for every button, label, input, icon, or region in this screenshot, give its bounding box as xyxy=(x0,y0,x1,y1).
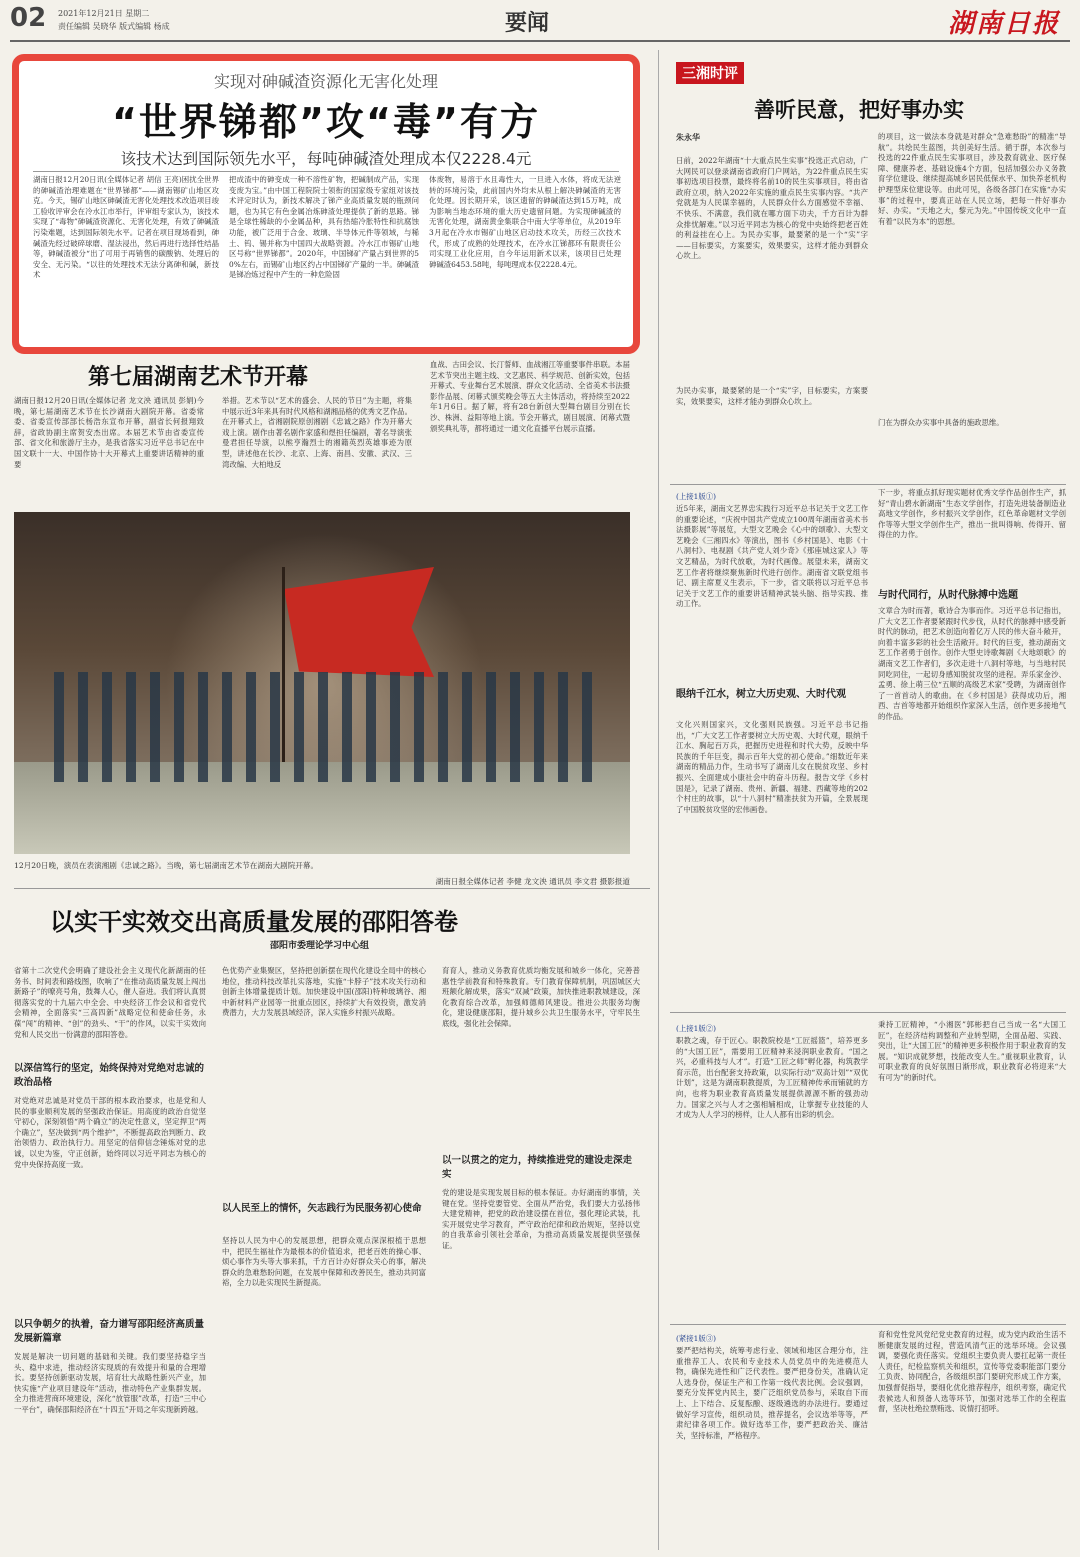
jump1-subhead-1: 眼纳千江水，树立大历史观、大时代观 xyxy=(676,689,846,700)
photo-caption: 12月20日晚，演员在表演湘剧《忠诚之路》。当晚，第七届湖南艺术节在湖南大剧院开幕。 xyxy=(14,861,319,870)
jump1-column-2b: 文章合为时而著，歌诗合为事而作。习近平总书记指出，广大文艺工作者要紧跟时代步伐，从时代的脉搏中感受新时代的脉动，把艺术创造向着亿万人民的伟大奋斗敞开，向着丰富多彩的社会生活敞开。时代的巨变，推动湖南文艺工作者勇于创作。创作大型史诗歌舞剧《大地颂歌》的湖南文艺工作者们，多次走进十八洞村等地，与当地村民同吃同住，一起切身感知脱贫攻坚的进程。弄乐家金沙、孟勇、徐上萌三位“五顺的高级艺术家”受聘，为湖南创作了一首首动人的歌曲。在《乡村国是》获得成功后，湘西、吉首等地都开始组织作家深入生活，创作更多接地气的作品。 xyxy=(878,606,1066,721)
jump2-column-2: 秉持工匠精神，“小湘医”郭彬把自己当成一名“大国工匠”，在经济结构调整和产业转型期，全面品超、实践、突出，让“大国工匠”的精神更多积极作用于职业教育的发展。“知识成就梦想，技能改变人生。”重视职业教育，认可职业教育的良好氛围日渐形成，职业教育必将迎来“大有可为”的新时代。 xyxy=(878,1020,1066,1082)
column-divider xyxy=(658,50,659,1550)
issue-date: 2021年12月21日 星期二 xyxy=(58,9,150,18)
shaoyang-headline: 以实干实效交出高质量发展的邵阳答卷 xyxy=(50,908,458,936)
jump-tag-2: (上接1版②) xyxy=(676,1024,717,1033)
shaoyang-column-1: 省第十二次党代会明确了建设社会主义现代化新湖南的任务书、时间表和路线图，吹响了“在推动高质量发展上闯出新路子”的嘹亮号角，鼓舞人心，催人奋进。我们将认真贯彻落实党的十九届六中全会、中央经济工作会议和省党代会精神，全面落实“三高四新”战略定位和使命任务，永葆“闯”的精神、“创”的劲头、“干”的作风，以实干实效向党和人民交出一份满意的邵阳答卷。 xyxy=(14,966,206,1039)
jump-tag-3: (紧接1版③) xyxy=(676,1334,717,1343)
masthead xyxy=(0,0,1080,44)
shaoyang-story xyxy=(10,890,650,1552)
jump1-subhead-2: 与时代同行，从时代脉搏中选题 xyxy=(878,590,1018,601)
shaoyang-subhead-1: 以深信笃行的坚定，始终保持对党绝对忠诚的政治品格 xyxy=(14,1063,205,1088)
jump-story-1 xyxy=(670,488,1066,1008)
shaoyang-subhead-4: 以一以贯之的定力，持续推进党的建设走深走实 xyxy=(442,1155,633,1180)
commentary-author: 朱永华 xyxy=(676,133,700,142)
photo-credit: 湖南日报全媒体记者 李健 龙文泱 通讯员 李文君 摄影报道 xyxy=(435,877,630,886)
arts-column-3: 血战、古田会议、长汀誓师、血战湘江等重要事件串联。本届艺术节突出主题主线、文艺惠民、科学规范、创新实效，包括开幕式、专业舞台艺术展演、群众文化活动、全省美术书法摄影作品展、闭幕式颁奖晚会等五大主体活动，将持续至2022年1月6日。据了解，将有28台新创大型舞台剧目分别在长沙、株洲、益阳等地上演。节会开幕式，剧目展演、闭幕式暨颁奖典礼等，都将通过一通文化直播平台展示直播。 xyxy=(430,360,630,433)
divider-4 xyxy=(14,888,650,889)
jump-tag-1: (上接1版①) xyxy=(676,492,717,501)
shaoyang-column-3b: 党的建设是实现发展目标的根本保证。办好湖南的事情，关键在党。坚持党要管党、全面从严治党，我们要大力弘扬伟大建党精神，把党的政治建设摆在首位，强化理论武装，扎实开展党史学习教育，严守政治纪律和政治规矩，坚持以党的自我革命引领社会革命，为推动高质量发展提供坚强保证。 xyxy=(442,1188,640,1250)
commentary-column-1: 日前，2022年湖南“十大重点民生实事”投选正式启动，广大网民可以登录湖南省政府门户网站，为22件重点民生实事初选项目投票，最终将名前10的民生实事项目，将由省政府立项，纳入2022年实施的重点民生实事内容。“共产党就是为人民谋幸福的，人民群众什么方面感觉不幸福、不快乐、不满意，我们就在哪方面下功夫，千方百计为群众排忧解难。”以习近平同志为核心的党中央始终把老百姓的利益挂在心上。为民办实事，最要紧的是一个“实”字——目标要实，方案要实，效果要实，这样才能办到群众心坎上。 xyxy=(676,156,868,261)
arts-column-2: 举措。艺术节以“艺术的盛会、人民的节日”为主题，将集中展示近3年来具有时代风格和湖湘品格的优秀文艺作品。在开幕式上，省湘剧院原创湘剧《忠诚之路》作为开幕大戏上演。剧作由著名剧作家盛和煜担任编剧，著名导演张曼君担任导演，以熊亨瀚烈士的湘籍英烈英雄事迹为原型，讲述他在长沙、北京、上海、南昌、安徽、武汉、三湾改编、大柏地反 xyxy=(222,396,412,469)
jump2-column-1: 职教之魂，存于匠心。职教院校是“工匠摇篮”，培养更多的“大国工匠”，需要用工匠精神来浸润职业教育。“国之兴，必重科技与人才”。打造“工匠之师”孵化器，构筑教学育示范，出台配套支持政策，以实际行动“双高计划”“双优计划”，这是为湖南职教提质，为工匠精神传承而铺就的方向，也将为职业教育高质量发展提供源源不断的强劲动力。国家之兴与人才之强相辅相成，让掌握专业技能的人才成为人人学习的榜样，让人人都有出彩的机会。 xyxy=(676,1036,868,1120)
shaoyang-column-2: 色优势产业集聚区，坚持把创新摆在现代化建设全局中的核心地位，推动科技改革扎实落地，实施“卡脖子”技术攻关行动和创新主体增量提质计划。加快建设中国(邵阳)特种玻璃谷、湘中新材料产业园等一批重点园区，持续扩大有效投资，激发消费潜力，大力发展县域经济，深入实施乡村振兴战略。 xyxy=(222,966,426,1018)
shaoyang-column-2b: 坚持以人民为中心的发展思想，把群众观点深深根植于思想中，把民生福祉作为最根本的价值追求，把老百姓的操心事、烦心事作为头等大事来抓，千方百计办好群众关心的事，解决群众的急难愁盼问题，在发展中保障和改善民生，推动共同富裕，全力以赴实现民生新提高。 xyxy=(222,1236,426,1288)
shaoyang-column-1c: 发展是解决一切问题的基础和关键。我们要坚持稳字当头、稳中求进，推动经济实现质的有效提升和量的合理增长。要坚持创新驱动发展，培育壮大战略性新兴产业，加快实施“产业项目建设年”活动，推动特色产业集群发展。全力推进营商环境建设，深化“放管服”改革，打造“三中心一平台”，确保邵阳经济在“十四五”开局之年实现新跨越。 xyxy=(14,1352,206,1414)
divider-3 xyxy=(670,1324,1066,1325)
shaoyang-subhead-3: 以人民至上的情怀，矢志践行为民服务初心使命 xyxy=(222,1203,422,1214)
commentary xyxy=(670,54,1066,484)
lead-story xyxy=(12,54,640,354)
jump1-column-1b: 文化兴则国家兴，文化强则民族强。习近平总书记指出，“广大文艺工作者要树立大历史观、大时代观，眼纳千江水、胸起百万兵，把握历史进程和时代大势，反映中华民族的千年巨变，揭示百年大党的初心使命。”细数近年来湖南的精品力作，生动书写了湖南儿女在脱贫攻坚、乡村振兴、全面建成小康社会中的奋斗历程。报告文学《乡村国是》，记录了湖南、贵州、新疆、福建、西藏等地的202个村庄的故事，以“十八洞村”精准扶贫为开篇，全景展现了中国脱贫攻坚的宏伟画卷。 xyxy=(676,720,868,814)
performers xyxy=(54,672,594,782)
lead-kicker: 实现对砷碱渣资源化无害化处理 xyxy=(213,72,438,91)
newspaper-logo: 湖南日报 xyxy=(948,9,1061,39)
shaoyang-column-3: 育育人，推动义务教育优质均衡发展和城乡一体化，完善普惠性学前教育和特殊教育。专门教育保障机制，巩固城区大班额化解成果，落实“双减”政策，加快推进职教城建设，深化教育综合改革，加强师德师风建设。推进公共服务均衡化，建设健康邵阳，提升城乡公共卫生服务水平，守牢民生底线，强化社会保障。 xyxy=(442,966,640,1028)
lead-column-2: 把成渣中的砷变成一种不溶性矿物，把碱制成产品，实现变废为宝。”由中国工程院院士领衔的国家级专家组对该技术评定时认为，新技术解决了锑产业高质量发展的瓶颈问题，也为其它有色金属冶炼砷渣处理提供了新的思路。锑是全球性稀缺的小金属品种，具有热缩冷胀特性和抗腐蚀功能，被广泛用于合金、玻璃、半导体元件等领域，与稀土、钨、锡并称为中国四大战略资源。冷水江市锡矿山地区号称“世界锑都”。2020年，中国锑矿产量占到世界的50%左右，而锡矿山地区约占中国锑矿产量的一半。砷碱渣是锑冶炼过程中产生的一种危险固 xyxy=(229,175,419,280)
jump1-column-2: 下一步，将重点抓好现实题材优秀文学作品创作生产，抓好“青山碧水新湖南”生态文学创作，打造先进装备制造业高地文学创作，乡村振兴文学创作，红色革命题材文学创作等等大型文学创作生产，推出一批叫得响、传得开、留得住的力作。 xyxy=(878,488,1066,540)
section-name: 要闻 xyxy=(505,11,550,36)
commentary-column-1-end: 为民办实事，最要紧的是一个“实”字，目标要实，方案要实，效果要实，这样才能办到群众心坎上。 xyxy=(676,386,868,406)
commentary-tag: 三湘时评 xyxy=(676,62,744,84)
shaoyang-byline: 邵阳市委理论学习中心组 xyxy=(270,941,370,951)
commentary-headline: 善听民意，把好事办实 xyxy=(754,98,964,122)
lead-column-1: 湖南日报12月20日讯(全媒体记者 胡信 王亮)困扰全世界的砷碱渣治理难题在“世界锑都”——湖南锡矿山地区攻克。今天，锡矿山地区砷碱渣无害化处理技术改造项目竣工验收评审会在冷水江市举行，评审组专家认为，该技术实现了“毒物”砷碱渣资源化、无害化处理，有效了砷碱渣污染难题，达到国际领先水平。记者在项目现场看到，砷碱渣先经过破碎球磨、湿法浸出，然后再进行选择性结晶等，砷碱渣被分“出了可用于再销售的碳酸钠、处理后的安全、无污染。“以往的处理技术无法分离砷和碱，新技术 xyxy=(33,175,219,280)
arts-column-1: 湖南日报12月20日讯(全媒体记者 龙文泱 通讯员 彭娟)今晚，第七届湖南艺术节在长沙湖南大剧院开幕。省委常委、省委宣传部部长杨浩东宣布开幕，副省长何报翔致辞，省政协副主席贺安杰出席。本届艺术节由省委宣传部、省文化和旅游厅主办，是我省落实习近平总书记在中国文联十一大、中国作协十大开幕式上重要讲话精神的重要 xyxy=(14,396,204,469)
divider-2 xyxy=(670,1012,1066,1013)
shaoyang-subhead-2: 以只争朝夕的执着，奋力谱写邵阳经济高质量发展新篇章 xyxy=(14,1319,205,1344)
lead-subhead: 该技术达到国际领先水平，每吨砷碱渣处理成本仅2228.4元 xyxy=(120,150,532,168)
stage-photo xyxy=(14,512,630,854)
shaoyang-column-1b: 对党绝对忠诚是对党员干部的根本政治要求，也是党和人民的事业顺利发展的坚强政治保证。用高度的政治自觉坚守初心，深刻领悟“两个确立”的决定性意义，坚定捍卫“两个确立”，坚决做到“两个维护”，不断提高政治判断力、政治领悟力、政治执行力。用坚定的信仰信念锤炼对党的忠诚，以史为鉴，守正创新，始终同以习近平同志为核心的党中央保持高度一致。 xyxy=(14,1096,206,1169)
page-number: 02 xyxy=(10,3,47,33)
lead-headline: “世界锑都”攻“毒”有方 xyxy=(112,100,540,144)
lead-column-3: 体废物，易溶于水且毒性大，一旦进入水体，将成无法逆转的环境污染，此前国内外均未从根上解决砷碱渣的无害化处理。因长期开采，该区遗留的砷碱渣达到15万吨，成为影响当地态环境的重大历史遗留问题。为实现砷碱渣的无害化处理，湖南黄金集联合中南大学等单位，从2019年3月起在冷水市锡矿山地区启动技术攻关，历经三次技术代，形成了成熟的处理技术，在冷水江锑都环有限责任公司实现工业化应用，自今年运用新术以来，该项目已处理砷碱渣6453.58吨，每吨理成本仅2228.4元。 xyxy=(429,175,621,269)
jump3-column-2: 育和党性党风党纪党史教育的过程，成为党内政治生活不断健康发展的过程，营造风清气正的选举环境。会议强调，要强化责任落实。党组织主要负责人要扛起第一责任人责任，纪检监察机关和组织，宣传等党委职能部门要分工负责、协同配合，各级组织部门要研究形成工作方案，加强督促指导，要细化优化推荐程序，组织考察，确定代表候选人和预备人选等环节，加强对选举工作的全程监督，坚决杜绝拉票贿选、说情打招呼。 xyxy=(878,1330,1066,1414)
editors: 责任编辑 吴晓华 版式编辑 杨成 xyxy=(58,22,170,31)
commentary-column-2-end: 门在为群众办实事中具备的施政思维。 xyxy=(878,418,1004,427)
divider-1 xyxy=(670,484,1066,485)
arts-headline: 第七届湖南艺术节开幕 xyxy=(88,365,309,390)
jump1-column-1: 近5年来，湖南文艺界忠实践行习近平总书记关于文艺工作的重要论述，“庆祝中国共产党成立100周年湖南省美术书法摄影展”等展览，大型文艺晚会《心中的颂歌》、大型文艺晚会《三湘四水》等演出，图书《乡村国是》、电影《十八洞村》、电视剧《共产党人刘少奇》《那座城这家人》等文艺精品，为时代放歌，为时代画像。展望未来，湖南文艺工作者将继续聚焦新时代进行创作。湖南省文联党组书记、副主席夏义生表示，下一步，省文联将以习近平总书记关于文艺工作的重要讲话精神武装头脑、指导实践、推动工作。 xyxy=(676,504,868,609)
jump3-column-1: 要严把结构关，统筹考虑行业、领域和地区合理分布，注重推荐工人、农民和专业技术人员党员中的先进模范人物，确保先进性和广泛代表性。要严把身份关，准确认定人选身份，保证生产和工作第一线代表比例。会议强调，要充分发挥党内民主，要广泛组织党员参与，采取自下而上、上下结合、反复酝酿、逐级遴选的办法进行。要通过做好学习宣传，组织动员，推荐提名，会议选举等等，严肃纪律各项工作。做好选举工作，要严把政治关、廉洁关，坚持标准，严格程序。 xyxy=(676,1346,868,1440)
commentary-column-2: 的项目，这一做法本身就是对群众“急难愁盼”的精准“导航”。共绘民生蓝图，共创美好生活。循于群，本次参与投选的22件重点民生实事项目，涉及教育就业、医疗保障、健康养老、基础设施4个方面，包括加强公办义务教育学位建设、继续提高城乡居民低保水平、加快养老机构护理型床位建设等。由此可见，各级各部门在实施“办实事”的过程中，要真正站在人民立场，把每一件好事办好、办实。“天地之大，黎元为先。”中国传统文化中一直有着“以民为本”的思想。 xyxy=(878,132,1066,226)
jump-story-2 xyxy=(670,1020,1066,1320)
jump-story-3 xyxy=(670,1330,1066,1552)
